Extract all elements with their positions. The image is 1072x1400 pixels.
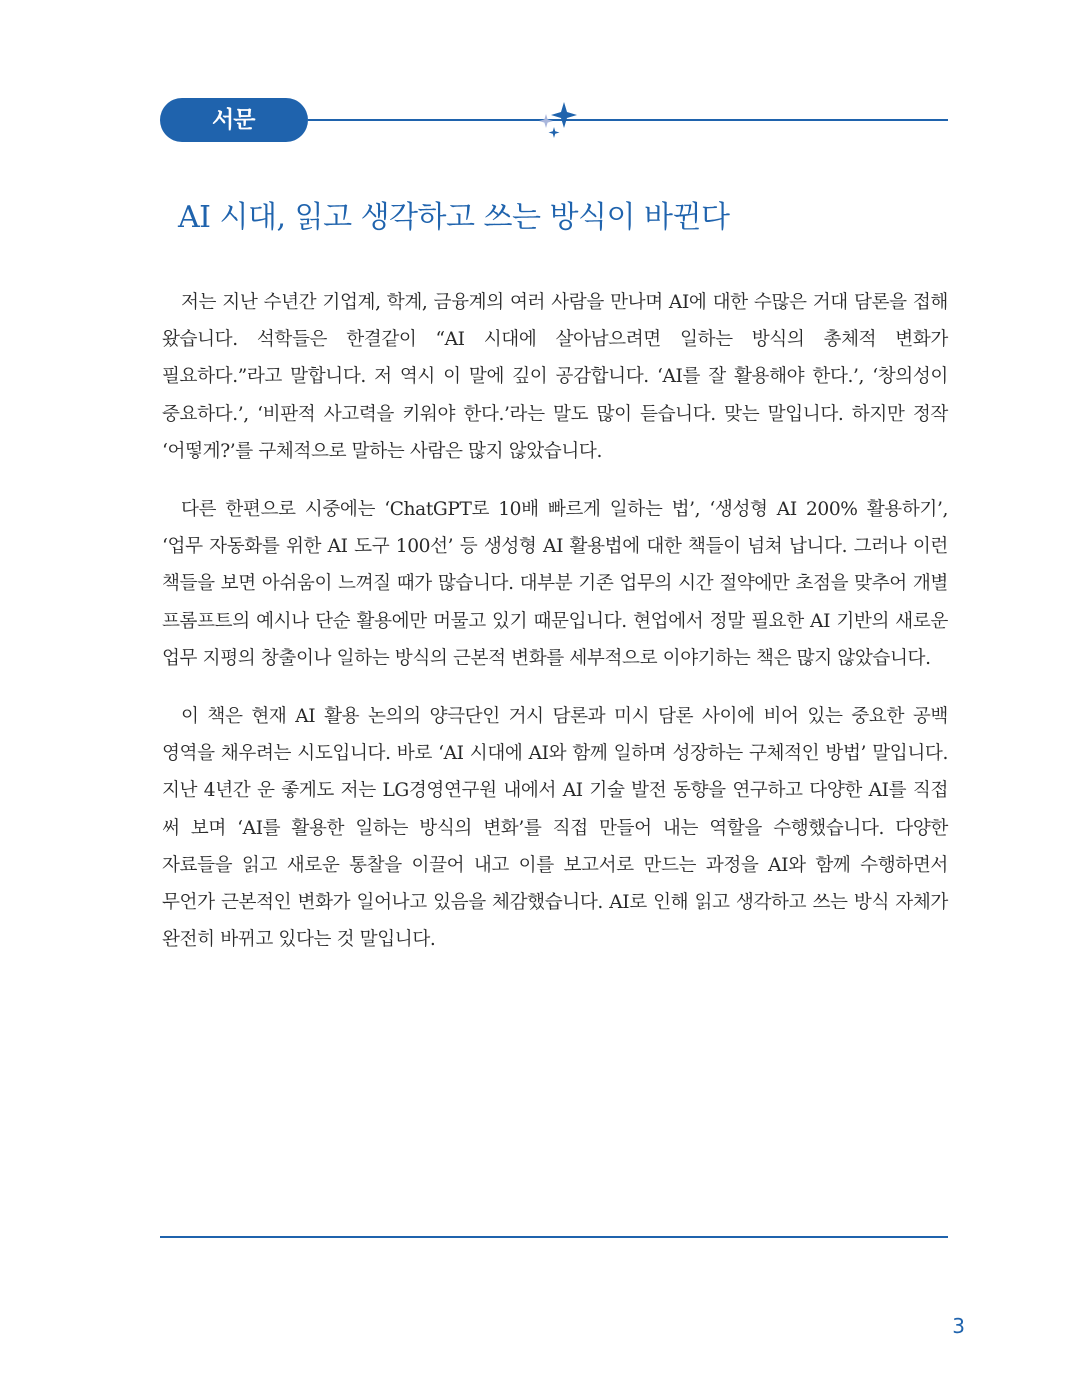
paragraph: 이 책은 현재 AI 활용 논의의 양극단인 거시 담론과 미시 담론 사이에 비어 있는 중요한 공백 영역을 채우려는 시도입니다. 바로 ‘AI 시대에 AI와 함께 일하며 성장하는 구체적인 방법’ 말입니다. 지난 4년간 운 좋게도 저는 LG경영연구원 내에서 AI 기술 발전 동향을 연구하고 다양한 AI를 직접 써 보며 ‘AI를 활용한 일하는 방식의 변화’를 직접 만들어 내는 역할을 수행했습니다. 다양한 자료들을 읽고 새로운 통찰을 이끌어 내고 이를 보고서로 만드는 과정을 AI와 함께 수행하면서 무언가 근본적인 변화가 일어나고 있음을 체감했습니다. AI로 인해 읽고 생각하고 쓰는 방식 자체가 완전히 바뀌고 있다는 것 말입니다.: [162, 706, 948, 951]
paragraph: 저는 지난 수년간 기업계, 학계, 금융계의 여러 사람을 만나며 AI에 대한 수많은 거대 담론을 접해 왔습니다. 석학들은 한결같이 “AI 시대에 살아남으려면 일하는 방식의 총체적 변화가 필요하다.”라고 말합니다. 저 역시 이 말에 깊이 공감합니다. ‘AI를 잘 활용해야 한다.’, ‘창의성이 중요하다.’, ‘비판적 사고력을 키워야 한다.’라는 말도 많이 듣습니다. 맞는 말입니다. 하지만 정작 ‘어떻게?’를 구체적으로 말하는 사람은 많지 않았습니다.: [162, 292, 948, 462]
section-label: 서문: [160, 98, 308, 142]
body-text: [162, 284, 948, 979]
sparkle-icon: [534, 100, 578, 140]
page-title: AI 시대, 읽고 생각하고 쓰는 방식이 바뀐다: [178, 200, 730, 235]
page-number: 3: [952, 1314, 965, 1338]
section-header: [160, 98, 948, 142]
paragraph: 다른 한편으로 시중에는 ‘ChatGPT로 10배 빠르게 일하는 법’, ‘생성형 AI 200% 활용하기’, ‘업무 자동화를 위한 AI 도구 100선’ 등 생성형 AI 활용법에 대한 책들이 넘쳐 납니다. 그러나 이런 책들을 보면 아쉬움이 느껴질 때가 많습니다. 대부분 기존 업무의 시간 절약에만 초점을 맞추어 개별 프롬프트의 예시나 단순 활용에만 머물고 있기 때문입니다. 현업에서 정말 필요한 AI 기반의 새로운 업무 지평의 창출이나 일하는 방식의 근본적 변화를 세부적으로 이야기하는 책은 많지 않았습니다.: [162, 499, 948, 669]
header-divider-right: [608, 119, 948, 121]
footer-divider: [160, 1236, 948, 1238]
